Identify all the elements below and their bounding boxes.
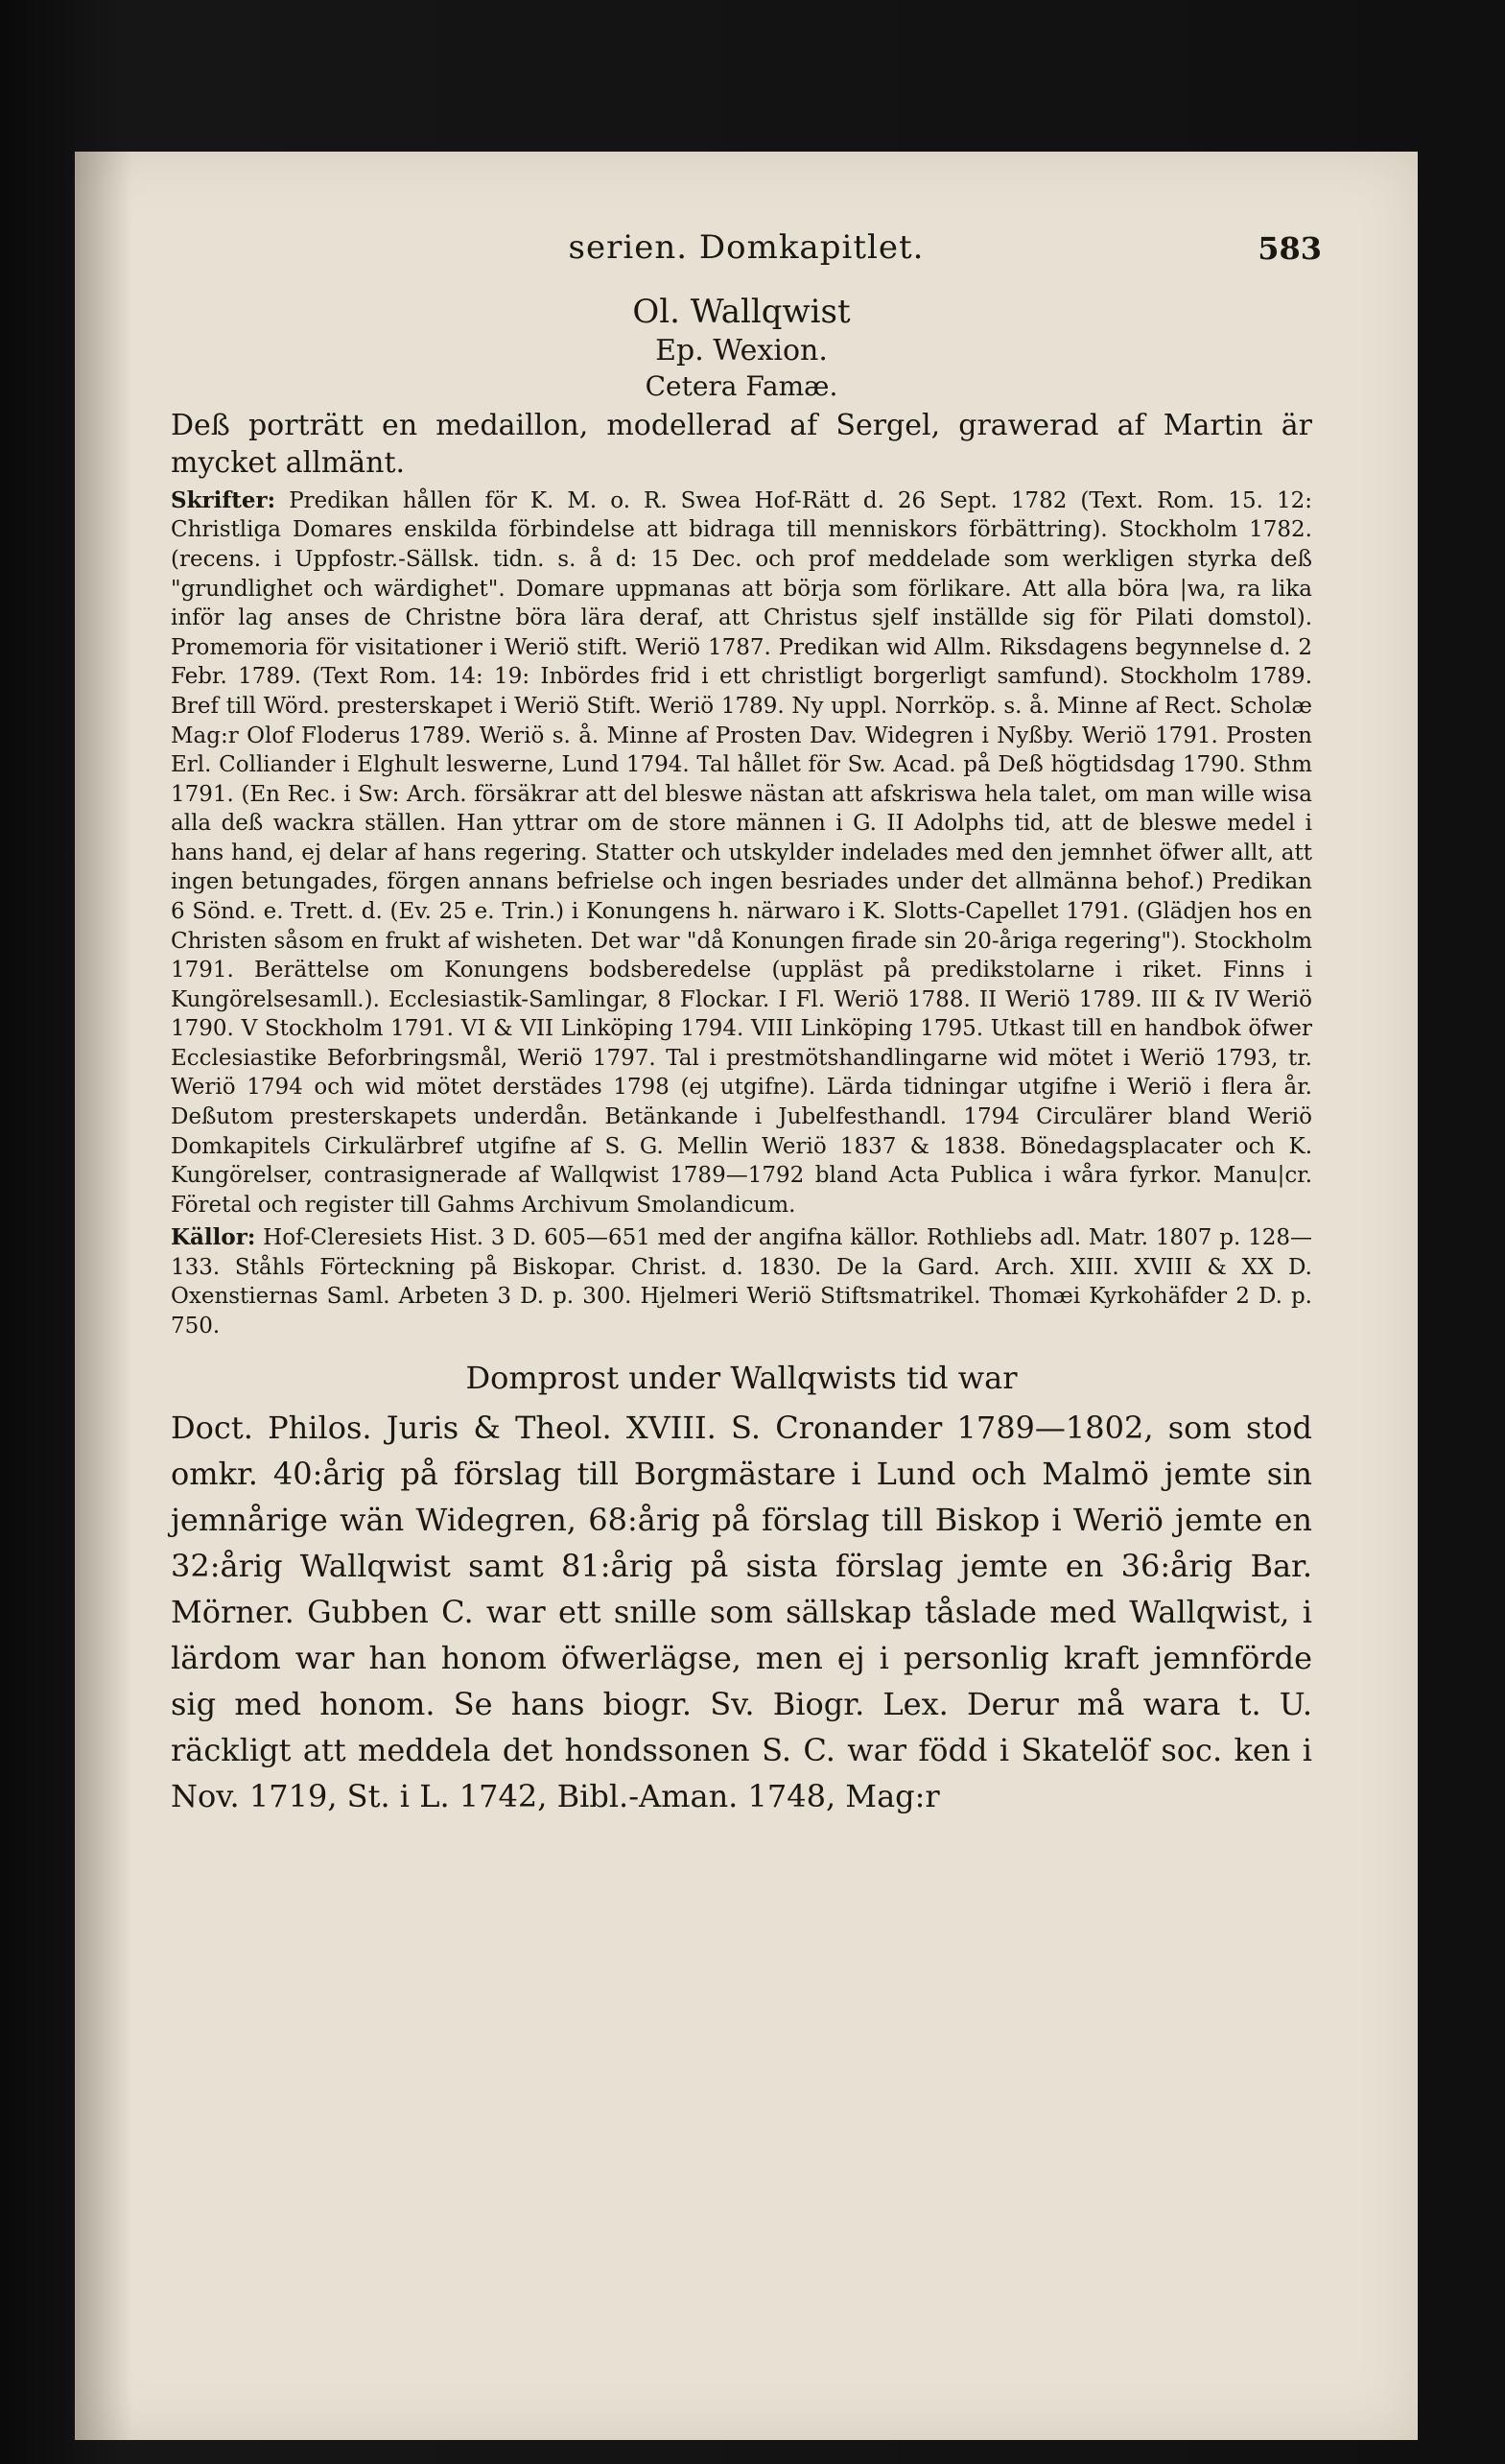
book-page [75, 152, 1418, 2440]
writings-label: Skrifter: [171, 486, 276, 513]
sources-text: Hof-Cleresiets Hist. 3 D. 605—651 med der angifna källor. Rothliebs adl. Matr. 1807 p. 128—133. Ståhls Förteckning på Biskopar. Christ. d. 1830. De la Gard. Arch. XIII. XVIII & XX D. Oxenstiernas Saml. Arbeten 3 D. p. 300. Hjelmeri Weriö Stiftsmatrikel. Thomæi Kyrkohäfder 2 D. p. 750. [171, 1225, 1312, 1339]
inscription-ep: Ep. Wexion. [655, 334, 828, 368]
writings-paragraph [171, 486, 1312, 1220]
running-head-title: serien. Domkapitlet. [568, 228, 925, 267]
body-text [171, 291, 1312, 1819]
section-heading: Domprost under Wallqwists tid war [465, 1359, 1018, 1396]
inscription-name: Ol. Wallqwist [632, 293, 851, 331]
page-number: 583 [1258, 230, 1322, 267]
inscription-cetera: Cetera Famæ. [645, 369, 838, 402]
writings-text: Predikan hållen för K. M. o. R. Swea Hof-Rätt d. 26 Sept. 1782 (Text. Rom. 15. 12: Christliga Domares enskilda förbindelse att bidraga till menniskors förbättring). Stockholm 1782. (recens. i Uppfostr.-Sällsk. tidn. s. å d: 15 Dec. och prof meddelade som werkligen styrka deß "grundlighet och wärdighet". Domare uppmanas att börja som förlikare. Att alla böra |wa, ra lika inför lag anses de Christne böra lära deraf, att Christus sjelf inställde sig för Pilati domstol). Promemoria för visitationer i Weriö stift. Weriö 1787. Predikan wid Allm. Riksdagens begynnelse d. 2 Febr. 1789. (Text Rom. 14: 19: Inbördes frid i ett christligt borgerligt samfund). Stockholm 1789. Bref till Wörd. presterskapet i Weriö Stift. Weriö 1789. Ny uppl. Norrköp. s. å. Minne af Rect. Scholæ Mag:r Olof Floderus 1789. Weriö s. å. Minne af Prosten Dav. Widegren i Nyßby. Weriö 1791. Prosten Erl. Colliander i Elghult leswerne, Lund 1794. Tal hållet för Sw. Acad. på Deß högtidsdag 1790. Sthm 1791. (En Rec. i Sw: Arch. försäkrar att del bleswe nästan att afskriswa hela talet, om man wille wisa alla deß wackra ställen. Han yttrar om de store männen i G. II Adolphs tid, att de bleswe medel i hans hand, ej delar af hans regering. Statter och utskylder indelades med den jemnhet öfwer allt, att ingen betungades, förgen annans befrielse och ingen besriades under det allmänna behof.) Predikan 6 Sönd. e. Trett. d. (Ev. 25 e. Trin.) i Konungens h. närwaro i K. Slotts-Capellet 1791. (Glädjen hos en Christen såsom en frukt af wisheten. Det war "då Konungen firade sin 20-åriga regering"). Stockholm 1791. Berättelse om Konungens bodsberedelse (uppläst på predikstolarne i riket. Finns i Kungörelsesamll.). Ecclesiastik-Samlingar, 8 Flockar. I Fl. Weriö 1788. II Weriö 1789. III & IV Weriö 1790. V Stockholm 1791. VI & VII Linköping 1794. VIII Linköping 1795. Utkast till en handbok öfwer Ecclesiastike Beforbringsmål, Weriö 1797. Tal i prestmötshandlingarne wid mötet i Weriö 1793, tr. Weriö 1794 och wid mötet derstädes 1798 (ej utgifne). Lärda tidningar utgifne i Weriö i flera år. Deßutom presterskapets underdån. Betänkande i Jubelfesthandl. 1794 Circulärer bland Weriö Domkapitels Cirkulärbref utgifne af S. G. Mellin Weriö 1837 & 1838. Bönedagsplacater och K. Kungörelser, contrasignerade af Wallqwist 1789—1792 bland Acta Publica i wåra fyrkor. Manu|cr. Företal och register till Gahms Archivum Smolandicum. [171, 487, 1312, 1218]
closing-paragraph: Doct. Philos. Juris & Theol. XVIII. S. Cronander 1789—1802, som stod omkr. 40:årig på förslag till Borgmästare i Lund och Malmö jemte sin jemnårige wän Widegren, 68:årig på förslag till Biskop i Weriö jemte en 32:årig Wallqwist samt 81:årig på sista förslag jemte en 36:årig Bar. Mörner. Gubben C. war ett snille som sällskap tåslade med Wallqwist, i lärdom war han honom öfwerlägse, men ej i personlig kraft jemnförde sig med honom. Se hans biogr. Sv. Biogr. Lex. Derur må wara t. U. räckligt att meddela det hondssonen S. C. war född i Skatelöf soc. ken i Nov. 1719, St. i L. 1742, Bibl.-Aman. 1748, Mag:r [171, 1410, 1312, 1815]
spine-shadow [75, 152, 132, 2440]
sources-label: Källor: [171, 1224, 256, 1251]
sources-paragraph [171, 1223, 1312, 1340]
portrait-paragraph: Deß porträtt en medaillon, modellerad af Sergel, grawerad af Martin är mycket allmänt. [171, 408, 1312, 481]
running-head [132, 228, 1360, 276]
